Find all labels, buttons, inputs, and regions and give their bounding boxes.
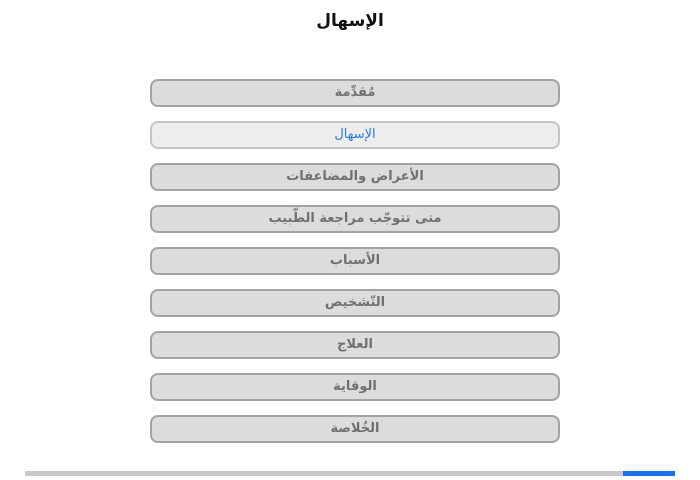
section-menu [150, 79, 560, 457]
menu-item-introduction[interactable]: مُقدِّمة [150, 79, 560, 107]
menu-item-summary[interactable]: الخُلاصة [150, 415, 560, 443]
progress-bar [25, 471, 675, 476]
menu-item-diagnosis[interactable]: التّشخيص [150, 289, 560, 317]
menu-item-prevention[interactable]: الوقاية [150, 373, 560, 401]
menu-item-causes[interactable]: الأسباب [150, 247, 560, 275]
menu-item-treatment[interactable]: العلاج [150, 331, 560, 359]
menu-item-when-to-see-doctor[interactable]: متى تتوجّب مراجعة الطّبيب [150, 205, 560, 233]
page-title: الإسهال [316, 11, 384, 31]
progress-bar-fill [623, 471, 675, 476]
menu-item-diarrhea[interactable]: الإسهال [150, 121, 560, 149]
menu-item-symptoms-complications[interactable]: الأعراض والمضاعفات [150, 163, 560, 191]
